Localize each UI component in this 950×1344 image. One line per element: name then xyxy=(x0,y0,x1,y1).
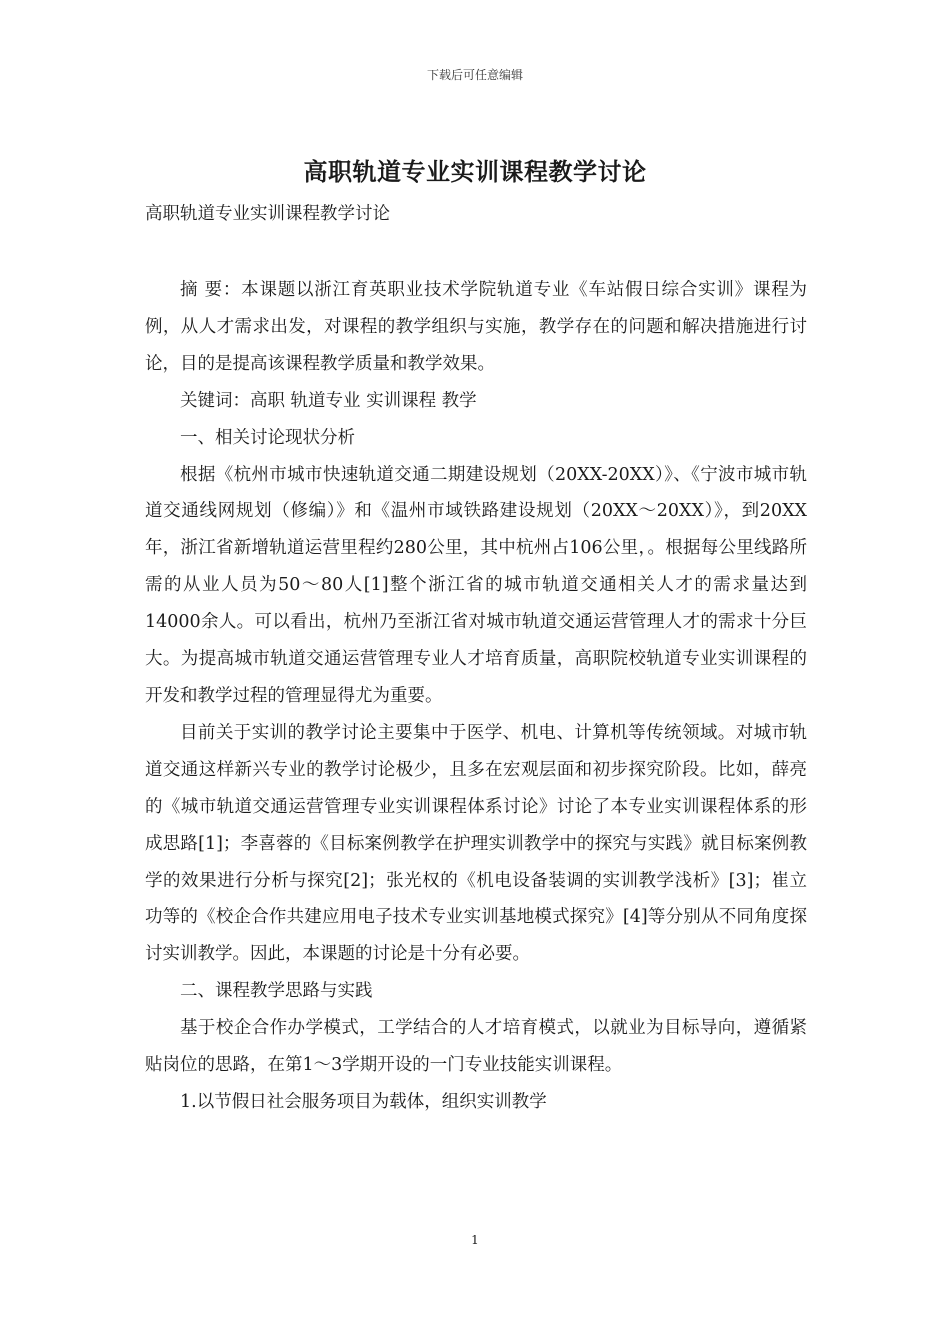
document-title: 高职轨道专业实训课程教学讨论 xyxy=(303,157,647,186)
document-subtitle: 高职轨道专业实训课程教学讨论 xyxy=(145,204,390,224)
subsection-heading-1: 1.以节假日社会服务项目为载体，组织实训教学 xyxy=(180,1091,547,1112)
header-note: 下载后可任意编辑 xyxy=(426,68,523,82)
body-paragraph-2: 目前关于实训的教学讨论主要集中于医学、机电、计算机等传统领域。对城市轨道交通这样新兴专业的教学讨论极少，且多在宏观层面和初步探究阶段。比如，薛亮的《城市轨道交通运营管理专业实训课程体系讨论》讨论了本专业实训课程体系的形成思路[1]；李喜蓉的《目标案例教学在护理实训教学中的探究与实践》就目标案例教学的效果进行分析与探究[2]；张光权的《机电设备装调的实训教学浅析》[3]；崔立功等的《校企合作共建应用电子技术专业实训基地模式探究》[4]等分别从不同角度探讨实训教学。因此，本课题的讨论是十分有必要。 xyxy=(145,722,807,965)
section-heading-2: 二、课程教学思路与实践 xyxy=(180,981,373,1002)
document-body xyxy=(145,272,807,1121)
body-paragraph-3: 基于校企合作办学模式，工学结合的人才培育模式，以就业为目标导向，遵循紧贴岗位的思路，在第1～3学期开设的一门专业技能实训课程。 xyxy=(145,1018,807,1076)
section-heading-1: 一、相关讨论现状分析 xyxy=(180,427,355,448)
page-number: 1 xyxy=(471,1233,479,1247)
abstract-paragraph: 摘 要：本课题以浙江育英职业技术学院轨道专业《车站假日综合实训》课程为例，从人才需求出发，对课程的教学组织与实施，教学存在的问题和解决措施进行讨论，目的是提高该课程教学质量和教学效果。 xyxy=(145,280,807,374)
keywords-line: 关键词：高职 轨道专业 实训课程 教学 xyxy=(180,390,477,411)
body-paragraph-1: 根据《杭州市城市快速轨道交通二期建设规划（20XX-20XX）》、《宁波市城市轨道交通线网规划（修编）》和《温州市域铁路建设规划（20XX～20XX）》，到20XX年，浙江省新增轨道运营里程约280公里，其中杭州占106公里，。根据每公里线路所需的从业人员为50～80人[1]整个浙江省的城市轨道交通相关人才的需求量达到14000余人。可以看出，杭州乃至浙江省对城市轨道交通运营管理人才的需求十分巨大。为提高城市轨道交通运营管理专业人才培育质量，高职院校轨道专业实训课程的开发和教学过程的管理显得尤为重要。 xyxy=(145,464,807,706)
